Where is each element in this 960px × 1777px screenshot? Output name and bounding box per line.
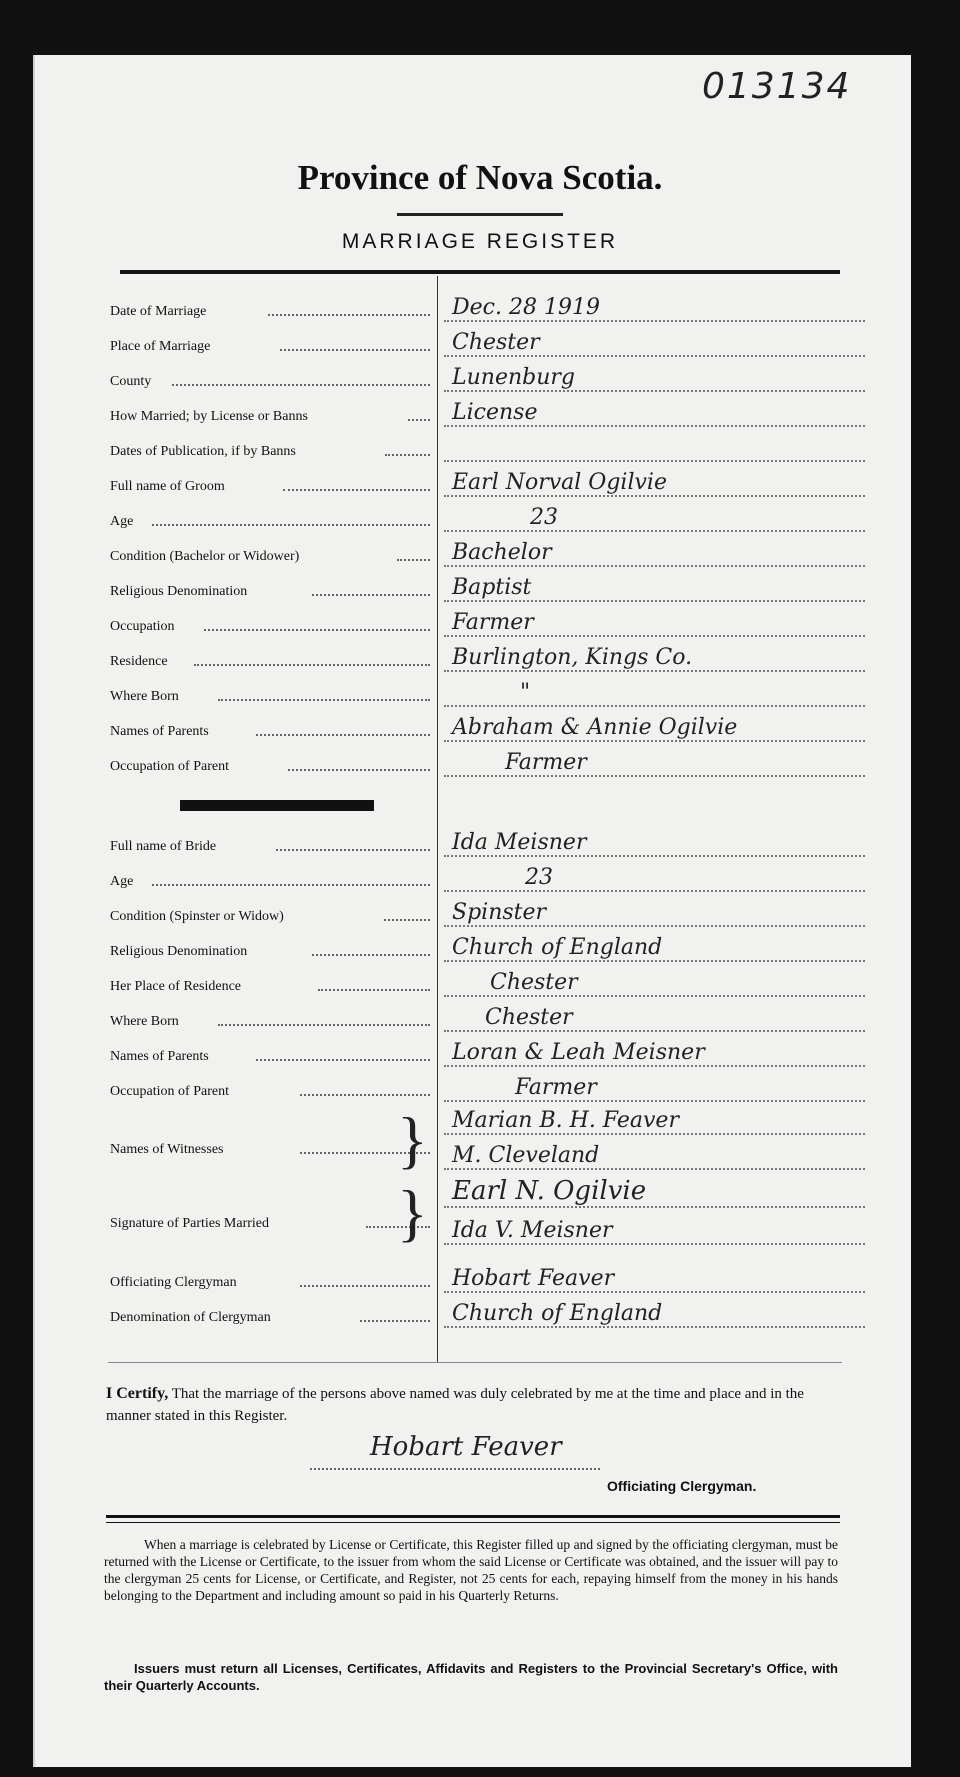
witness-line-2: [0, 1142, 960, 1170]
field-row-bride-religion: [0, 934, 960, 962]
field-value-witness-2: M. Cleveland: [452, 1143, 600, 1168]
field-row-clergy-denomination: [0, 1300, 960, 1328]
field-label: Names of Parents: [110, 1049, 209, 1064]
field-value-bride-name: Ida Meisner: [452, 830, 587, 855]
field-label: Date of Marriage: [110, 304, 207, 319]
field-label: Age: [110, 874, 134, 889]
field-label: Condition (Spinster or Widow): [110, 909, 284, 924]
form-bottom-rule: [108, 1362, 842, 1363]
field-label: Age: [110, 514, 134, 529]
field-label: Dates of Publication, if by Banns: [110, 444, 296, 459]
field-value-date-of-marriage: Dec. 28 1919: [452, 295, 600, 320]
field-value-groom-parent-occupation: Farmer: [505, 750, 587, 775]
field-value-groom-occupation: Farmer: [452, 610, 534, 635]
field-label: Residence: [110, 654, 168, 669]
field-row-groom-condition: [0, 539, 960, 567]
field-label: Signature of Parties Married: [110, 1216, 270, 1231]
field-value-signature-1: Earl N. Ogilvie: [452, 1176, 647, 1206]
field-label: Religious Denomination: [110, 944, 248, 959]
field-row-bride-condition: [0, 899, 960, 927]
page-subtitle: MARRIAGE REGISTER: [341, 230, 619, 253]
header-rule: [120, 270, 840, 274]
field-value-officiating-clergyman: Hobart Feaver: [452, 1266, 615, 1291]
field-value-groom-residence: Burlington, Kings Co.: [452, 645, 693, 670]
signature-line-1: [0, 1176, 960, 1208]
field-value-bride-where-born: Chester: [485, 1005, 573, 1030]
field-label: Her Place of Residence: [110, 979, 241, 994]
field-value-signature-2: Ida V. Meisner: [452, 1218, 613, 1243]
footer-rule-thick: [106, 1515, 840, 1518]
signature-line: [310, 1468, 600, 1470]
field-value-place-of-marriage: Chester: [452, 330, 540, 355]
field-row-bride-residence: [0, 969, 960, 997]
field-row-officiating-clergyman: [0, 1265, 960, 1293]
field-value-bride-parents: Loran & Leah Meisner: [452, 1040, 705, 1065]
field-value-clergy-denomination: Church of England: [452, 1301, 663, 1326]
field-value-groom-parents: Abraham & Annie Ogilvie: [452, 715, 738, 740]
field-row-bride-where-born: [0, 1004, 960, 1032]
field-label: Occupation: [110, 619, 175, 634]
field-label: Names of Witnesses: [110, 1142, 224, 1157]
field-value-groom-where-born: ": [520, 680, 531, 705]
clergyman-signature: Hobart Feaver: [370, 1432, 562, 1462]
issuers-notice: Issuers must return all Licenses, Certificates, Affidavits and Registers to the Provincial Secretary's Office, with their Quarterly Accounts.: [104, 1661, 838, 1693]
field-row-groom-parents: [0, 714, 960, 742]
field-label: Condition (Bachelor or Widower): [110, 549, 300, 564]
field-label: Names of Parents: [110, 724, 209, 739]
field-row-bride-age: [0, 864, 960, 892]
field-row-bride-parent-occupation: [0, 1074, 960, 1102]
field-value-how-married: License: [452, 400, 538, 425]
page-title: Province of Nova Scotia.: [297, 158, 663, 197]
field-label: Officiating Clergyman: [110, 1275, 237, 1290]
field-label: County: [110, 374, 152, 389]
certification-statement: [106, 1383, 836, 1427]
footer-rule-thin: [106, 1522, 840, 1523]
witness-line-1: [0, 1107, 960, 1135]
field-value-witness-1: Marian B. H. Feaver: [452, 1108, 679, 1133]
signatures-brace: }: [397, 1177, 428, 1248]
field-row-groom-occupation: [0, 609, 960, 637]
field-row-place-of-marriage: [0, 329, 960, 357]
field-value-groom-condition: Bachelor: [452, 540, 552, 565]
field-row-groom-residence: [0, 644, 960, 672]
section-divider-bar: [180, 800, 374, 811]
field-label: Denomination of Clergyman: [110, 1310, 271, 1325]
field-value-county: Lunenburg: [452, 365, 575, 390]
witnesses-brace: }: [397, 1104, 428, 1175]
field-value-bride-parent-occupation: Farmer: [515, 1075, 597, 1100]
field-value-bride-religion: Church of England: [452, 935, 663, 960]
field-label: Place of Marriage: [110, 339, 211, 354]
field-label: Full name of Groom: [110, 479, 225, 494]
field-row-groom-age: [0, 504, 960, 532]
field-row-bride-name: [0, 829, 960, 857]
field-value-bride-residence: Chester: [490, 970, 578, 995]
title-underline: [397, 213, 563, 216]
field-row-dates-of-publication: [0, 434, 960, 462]
field-row-county: [0, 364, 960, 392]
field-value-bride-condition: Spinster: [452, 900, 547, 925]
field-label: Occupation of Parent: [110, 759, 229, 774]
field-row-groom-parent-occupation: [0, 749, 960, 777]
field-row-date-of-marriage: [0, 294, 960, 322]
field-row-how-married: [0, 399, 960, 427]
field-value-groom-name: Earl Norval Ogilvie: [452, 470, 667, 495]
certify-text: That the marriage of the persons above named was duly celebrated by me at the time and place and in the manner stated in this Register.: [106, 1386, 804, 1424]
field-row-groom-where-born: [0, 679, 960, 707]
certify-lead: I Certify,: [106, 1385, 169, 1402]
signature-caption: Officiating Clergyman.: [607, 1478, 757, 1494]
field-row-groom-name: [0, 469, 960, 497]
signature-line-2: [0, 1217, 960, 1245]
field-value-groom-religion: Baptist: [452, 575, 532, 600]
register-number: 013134: [702, 66, 852, 107]
field-label: How Married; by License or Banns: [110, 409, 308, 424]
field-label: Full name of Bride: [110, 839, 217, 854]
field-label: Occupation of Parent: [110, 1084, 229, 1099]
field-label: Religious Denomination: [110, 584, 248, 599]
field-row-bride-parents: [0, 1039, 960, 1067]
field-value-groom-age: 23: [530, 505, 558, 530]
instructions-notice: When a marriage is celebrated by License or Certificate, this Register filled up and signed by the officiating clergyman, must be returned with the License or Certificate, to the issuer from whom the said License or Certificate was obtained, and the issuer will pay to the clergyman 25 cents for License, or Certificate, and Register, not 25 cents for each, repaying himself from the money in his hands belonging to the Department and including amount so paid in his Quarterly Returns.: [104, 1537, 838, 1603]
field-value-bride-age: 23: [525, 865, 553, 890]
field-row-groom-religion: [0, 574, 960, 602]
field-label: Where Born: [110, 689, 179, 704]
field-label: Where Born: [110, 1014, 179, 1029]
